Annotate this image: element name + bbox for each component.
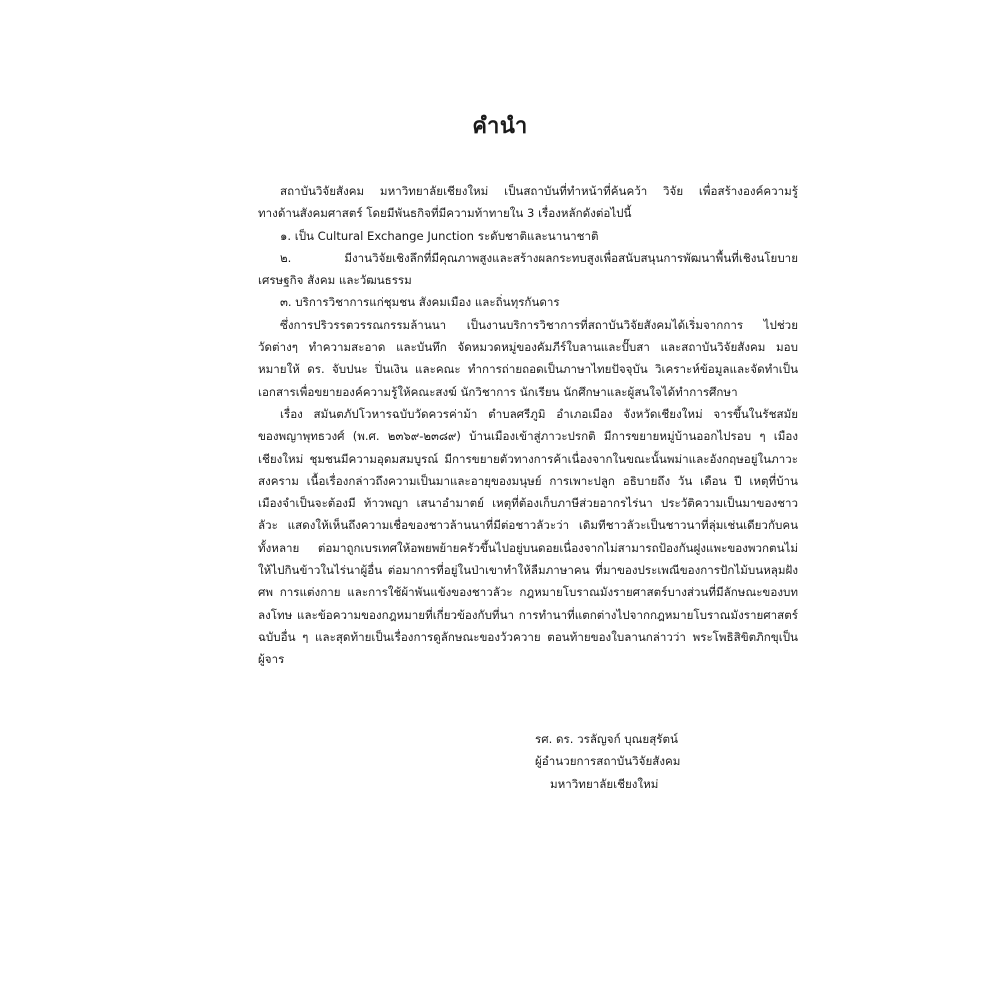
paragraph-line: สถาบันวิจัยสังคม มหาวิทยาลัยเชียงใหม่ เป็นสถาบันที่ทำหน้าที่ค้นคว้า วิจัย เพื่อสร้างองค์ความรู้ bbox=[280, 184, 798, 198]
paragraph-line: ของพญาพุทธวงศ์ (พ.ศ. ๒๓๖๙-๒๓๘๙) บ้านเมืองเข้าสู่ภาวะปรกติ มีการขยายหมู่บ้านออกไปรอบ ๆ เมือง bbox=[258, 429, 798, 444]
signatory-organization: มหาวิทยาลัยเชียงใหม่ bbox=[550, 776, 659, 791]
paragraph-line: เอกสารเพื่อขยายองค์ความรู้ให้คณะสงฆ์ นักวิชาการ นักเรียน นักศึกษาและผู้สนใจได้ทำการศึกษา bbox=[258, 384, 738, 399]
signature-block bbox=[515, 728, 715, 795]
paragraph-line: ซึ่งการปริวรรตวรรณกรรมล้านนา เป็นงานบริการวิชาการที่สถาบันวิจัยสังคมได้เริ่มจากการ ไปช่วย bbox=[280, 317, 798, 332]
paragraph-line: เรื่อง สมันตภัปโวหารฉบับวัดควรค่าม้า ตำบลศรีภูมิ อำเภอเมือง จังหวัดเชียงใหม่ จารขึ้นในรัชสมัย bbox=[280, 406, 798, 421]
paragraph-line: ๒. มีงานวิจัยเชิงลึกที่มีคุณภาพสูงและสร้างผลกระทบสูงเพื่อสนับสนุนการพัฒนาพื้นที่เชิงนโยบาย bbox=[280, 250, 798, 265]
paragraph-line: ฉบับอื่น ๆ และสุดท้ายเป็นเรื่องการดูลักษณะของวัวควาย ตอนท้ายของใบลานกล่าวว่า พระโพธิสิขิตภิกขุเป็น bbox=[258, 629, 798, 644]
paragraph-line: ศพ การแต่งกาย และการใช้ผ้าพันแข้งของชาวลัวะ กฎหมายโบราณมังรายศาสตร์บางส่วนที่มีลักษณะของบท bbox=[258, 585, 798, 600]
page-title: คำนำ bbox=[472, 114, 528, 139]
paragraph-line: เชียงใหม่ ชุมชนมีความอุดมสมบูรณ์ มีการขยายตัวทางการค้าเนื่องจากในขณะนั้นพม่าและอังกฤษอยู่ในภาวะ bbox=[258, 451, 798, 466]
paragraph-line: ทางด้านสังคมศาสตร์ โดยมีพันธกิจที่มีความท้าทายใน 3 เรื่องหลักดังต่อไปนี้ bbox=[258, 206, 632, 221]
paragraph-line: ๑. เป็น Cultural Exchange Junction ระดับชาติและนานาชาติ bbox=[280, 228, 599, 243]
paragraph-line: ลัวะ แสดงให้เห็นถึงความเชื่อของชาวล้านนาที่มีต่อชาวลัวะว่า เดิมทีชาวลัวะเป็นชาวนาที่ลุ่มเช่นเดียวกับคน bbox=[258, 518, 798, 533]
paragraph-line: ลงโทษ และข้อความของกฎหมายที่เกี่ยวข้องกับที่นา การทำนาที่แตกต่างไปจากกฎหมายโบราณมังรายศาสตร์ bbox=[258, 607, 798, 622]
signatory-position: ผู้อำนวยการสถาบันวิจัยสังคม bbox=[535, 754, 681, 769]
preface-body bbox=[258, 180, 798, 671]
paragraph-line: เศรษฐกิจ สังคม และวัฒนธรรม bbox=[258, 273, 412, 288]
paragraph-line: หมายให้ ดร. จับปนะ ปิ่นเงิน และคณะ ทำการถ่ายถอดเป็นภาษาไทยปัจจุบัน วิเคราะห์ข้อมูลและจัดทำเป็น bbox=[258, 362, 798, 377]
paragraph-line: ให้ไปกินข้าวในไร่นาผู้อื่น ต่อมาการที่อยู่ในป่าเขาทำให้ลืมภาษาคน ที่มาของประเพณีของการปักไม้บนหลุมฝัง bbox=[258, 563, 798, 578]
paragraph-line: วัดต่างๆ ทำความสะอาด และบันทึก จัดหมวดหมู่ของคัมภีร์ใบลานและปั๊บสา และสถาบันวิจัยสังคม มอบ bbox=[258, 340, 798, 355]
paragraph-line: ๓. บริการวิชาการแก่ชุมชน สังคมเมือง และถิ่นทุรกันดาร bbox=[280, 295, 560, 310]
paragraph-line: เมืองจำเป็นจะต้องมี ท้าวพญา เสนาอำมาตย์ เหตุที่ต้องเก็บภาษีส่วยอากรไร่นา ประวัติความเป็นมาของชาว bbox=[258, 496, 798, 511]
paragraph-line: สงคราม เนื้อเรื่องกล่าวถึงความเป็นมาและอายุของมนุษย์ การเพาะปลูก อธิบายถึง วัน เดือน ปี เหตุที่บ้าน bbox=[258, 473, 798, 488]
paragraph-line: ผู้จาร bbox=[258, 652, 285, 667]
paragraph-line: ทั้งหลาย ต่อมาถูกเบรเทศให้อพยพย้ายครัวขึ้นไปอยู่บนดอยเนื่องจากไม่สามารถป้องกันฝูงแพะของพวกตนไม่ bbox=[258, 540, 798, 555]
signatory-name: รศ. ดร. วรลัญจก์ บุณยสุรัตน์ bbox=[535, 732, 678, 746]
